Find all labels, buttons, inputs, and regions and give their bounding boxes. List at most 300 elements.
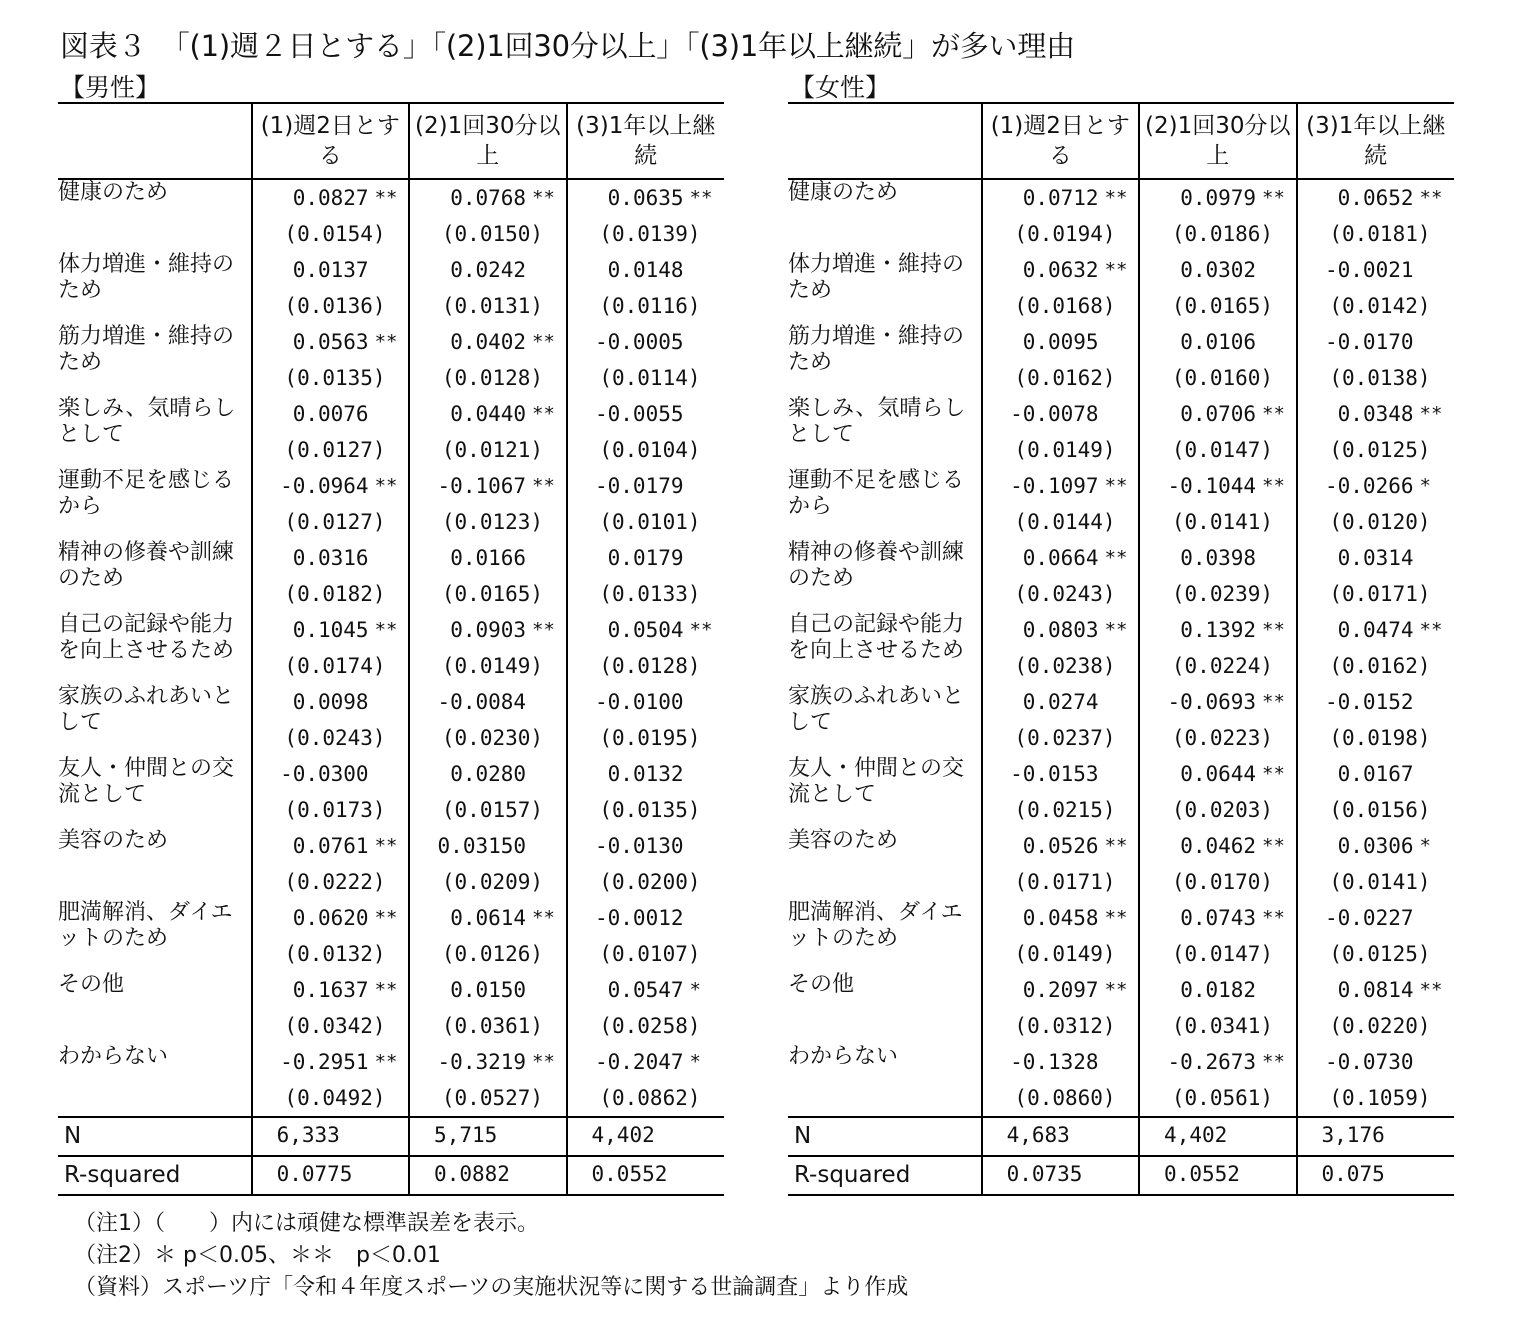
coefficient-cell [982,684,1139,720]
coefficient-value: 0.0098 [292,690,369,714]
coefficient-row [788,540,1454,576]
standard-error-cell [567,216,724,252]
significance-mark: ** [1104,619,1128,641]
coefficient-wrapper [568,396,724,432]
coefficient-wrapper [410,1044,565,1080]
coefficient-wrapper [253,540,408,576]
coefficient-wrapper [410,828,565,864]
standard-error-cell [252,288,409,324]
significance-mark: ** [689,187,713,209]
standard-error-cell [409,1008,566,1044]
coefficient-wrapper [410,396,565,432]
male-panel-label: 【男性】 [60,73,161,102]
stat-value: 0.0775 [276,1162,353,1186]
standard-error-cell [252,576,409,612]
standard-error-value: (0.0104) [599,438,701,462]
coefficient-cell [409,612,566,648]
stat-value: 5,715 [434,1123,498,1147]
standard-error-cell [252,792,409,828]
coefficient-cell [252,900,409,936]
coefficient-wrapper [1140,468,1295,504]
coefficient-value: 0.1392 [1180,618,1257,642]
coefficient-value: -0.0300 [280,762,369,786]
coefficient-wrapper [253,684,408,720]
coefficient-value: 0.0761 [292,834,369,858]
stat-value: 0.075 [1321,1162,1385,1186]
coefficient-row [58,756,724,792]
coefficient-wrapper [410,900,565,936]
standard-error-value: (0.0120) [1329,510,1431,534]
standard-error-cell [567,720,724,756]
coefficient-cell [409,396,566,432]
coefficient-wrapper [983,468,1138,504]
header-row [788,103,1454,179]
coefficient-cell [252,828,409,864]
significance-mark: ** [1104,475,1128,497]
coefficient-cell [1139,684,1296,720]
standard-error-cell [567,1080,724,1117]
standard-error-cell [1139,504,1296,540]
coefficient-cell [252,612,409,648]
coefficient-wrapper [1140,900,1295,936]
coefficient-value: 0.0827 [292,186,369,210]
coefficient-cell [1139,252,1296,288]
significance-mark: ** [1104,835,1128,857]
standard-error-cell [567,1008,724,1044]
standard-error-cell [252,432,409,468]
standard-error-value: (0.0186) [1171,222,1274,246]
row-label: 家族のふれあいとして [58,684,235,735]
standard-error-value: (0.0160) [1171,366,1274,390]
female-regression-table [788,102,1454,1196]
row-label: 家族のふれあいとして [788,684,965,735]
stat-value: 0.0882 [434,1162,510,1186]
coefficient-cell [982,179,1139,216]
standard-error-value: (0.0128) [599,654,701,678]
coefficient-cell [1139,324,1296,360]
stat-cell [409,1117,566,1156]
significance-mark [526,756,562,792]
standard-error-value: (0.0195) [599,726,701,750]
standard-error-cell [409,504,566,540]
standard-error-cell [409,288,566,324]
coefficient-wrapper [1298,180,1454,216]
coefficient-row [58,396,724,432]
coefficient-row [58,324,724,360]
coefficient-value: -0.0078 [1010,402,1099,426]
standard-error-value: (0.0171) [1014,870,1116,894]
coefficient-value: 0.0526 [1022,834,1099,858]
standard-error-value: (0.0150) [441,222,544,246]
coefficient-value: 0.0274 [1022,690,1099,714]
standard-error-value: (0.0341) [1171,1014,1274,1038]
standard-error-cell [1139,432,1296,468]
coefficient-row [58,468,724,504]
standard-error-cell [982,360,1139,396]
coefficient-value: 0.0563 [292,330,369,354]
coefficient-value: -0.0964 [280,474,369,498]
row-label: 自己の記録や能力を向上させるため [58,612,235,663]
significance-mark [1256,324,1292,360]
stat-row [788,1117,1454,1156]
standard-error-cell [1139,720,1296,756]
coefficient-value: -0.0021 [1325,258,1414,282]
coefficient-wrapper [1140,324,1295,360]
coefficient-wrapper [1298,612,1454,648]
standard-error-value: (0.0243) [1014,582,1116,606]
coefficient-wrapper [568,468,724,504]
standard-error-value: (0.0135) [284,366,386,390]
coefficient-row [58,972,724,1008]
significance-mark: ** [1262,907,1285,929]
stat-cell [567,1117,724,1156]
standard-error-value: (0.0135) [599,798,701,822]
coefficient-value: -0.1067 [437,474,527,498]
coefficient-cell [982,252,1139,288]
coefficient-row [788,900,1454,936]
stat-cell [252,1156,409,1195]
significance-mark: ** [1262,475,1285,497]
standard-error-value: (0.0154) [284,222,386,246]
coefficient-wrapper [1298,540,1454,576]
stat-label: R-squared [788,1156,982,1195]
standard-error-cell [982,648,1139,684]
coefficient-value: 0.0314 [1337,546,1414,570]
coefficient-cell [409,828,566,864]
standard-error-cell [1297,504,1454,540]
coefficient-cell [409,900,566,936]
coefficient-wrapper [1140,252,1295,288]
significance-mark [1414,1044,1450,1080]
coefficient-row [58,179,724,216]
coefficient-value: -0.0005 [595,330,684,354]
standard-error-value: (0.0144) [1014,510,1116,534]
standard-error-value: (0.0862) [599,1086,701,1110]
coefficient-wrapper [983,1044,1138,1080]
male-regression-table [58,102,724,1196]
standard-error-value: (0.0127) [284,510,386,534]
coefficient-wrapper [410,972,565,1008]
standard-error-value: (0.0141) [1171,510,1274,534]
coefficient-value: -0.0693 [1167,690,1257,714]
coefficient-row [58,612,724,648]
coefficient-wrapper [253,756,408,792]
coefficient-cell [252,324,409,360]
row-label: 楽しみ、気晴らしとして [788,396,966,447]
significance-mark [369,756,405,792]
standard-error-value: (0.0194) [1014,222,1116,246]
significance-mark: ** [374,979,398,1001]
significance-mark [684,468,720,504]
standard-error-cell [252,648,409,684]
coefficient-wrapper [1298,396,1454,432]
standard-error-value: (0.0238) [1014,654,1116,678]
coefficient-value: 0.0664 [1022,546,1099,570]
significance-mark: ** [1262,1051,1285,1073]
coefficient-wrapper [568,612,724,648]
coefficient-wrapper [253,972,408,1008]
row-label: 健康のため [58,180,169,205]
coefficient-wrapper [253,180,408,216]
coefficient-row [58,684,724,720]
significance-mark [1414,252,1450,288]
standard-error-value: (0.0162) [1329,654,1431,678]
significance-mark: ** [689,619,713,641]
coefficient-wrapper [568,756,724,792]
row-label: わからない [788,1044,899,1069]
coefficient-value: -0.0170 [1325,330,1414,354]
standard-error-value: (0.0198) [1329,726,1431,750]
standard-error-cell [1139,864,1296,900]
standard-error-cell [982,1080,1139,1117]
stat-label: N [58,1117,252,1156]
significance-mark: ** [374,187,398,209]
standard-error-value: (0.0203) [1171,798,1274,822]
coefficient-wrapper [410,324,565,360]
coefficient-cell [1297,756,1454,792]
significance-mark [526,252,562,288]
coefficient-cell [252,540,409,576]
stat-value: 4,402 [591,1123,655,1147]
standard-error-cell [1297,576,1454,612]
standard-error-cell [252,1008,409,1044]
standard-error-value: (0.0125) [1329,942,1431,966]
standard-error-cell [982,216,1139,252]
coefficient-cell [252,1044,409,1080]
significance-mark: ** [374,331,398,353]
standard-error-value: (0.0156) [1329,798,1431,822]
coefficient-value: -0.0153 [1010,762,1099,786]
standard-error-value: (0.0223) [1171,726,1274,750]
coefficient-value: 0.0132 [607,762,684,786]
standard-error-value: (0.0139) [599,222,701,246]
significance-mark: ** [374,619,398,641]
coefficient-cell [409,1044,566,1080]
standard-error-value: (0.0132) [284,942,386,966]
coefficient-wrapper [1140,612,1295,648]
coefficient-cell [252,468,409,504]
significance-mark: ** [1104,979,1128,1001]
standard-error-value: (0.0258) [599,1014,701,1038]
coefficient-cell [567,179,724,216]
coefficient-value: -0.0084 [437,690,527,714]
significance-mark [369,540,405,576]
coefficient-cell [252,756,409,792]
coefficient-cell [1139,612,1296,648]
coefficient-value: 0.0632 [1022,258,1099,282]
coefficient-cell [252,396,409,432]
coefficient-wrapper [1140,828,1295,864]
row-label: 筋力増進・維持のため [788,324,965,375]
coefficient-wrapper [1298,972,1454,1008]
standard-error-cell [1139,936,1296,972]
header-row [58,103,724,179]
coefficient-value: 0.0137 [292,258,369,282]
significance-mark [684,828,720,864]
standard-error-cell [409,864,566,900]
coefficient-value: 0.0458 [1022,906,1099,930]
row-label: わからない [58,1044,169,1069]
coefficient-value: 0.0179 [607,546,684,570]
coefficient-row [788,684,1454,720]
stat-cell [1139,1117,1296,1156]
row-label: 楽しみ、気晴らしとして [58,396,236,447]
coefficient-wrapper [568,180,724,216]
coefficient-cell [1139,468,1296,504]
coefficient-value: -0.0730 [1325,1050,1414,1074]
significance-mark [1099,684,1135,720]
coefficient-wrapper [1298,900,1454,936]
coefficient-cell [982,900,1139,936]
coefficient-cell [1297,179,1454,216]
standard-error-cell [1139,576,1296,612]
coefficient-row [58,900,724,936]
coefficient-wrapper [253,1044,408,1080]
coefficient-wrapper [253,900,408,936]
coefficient-cell [567,900,724,936]
coefficient-cell [982,468,1139,504]
significance-mark [526,828,562,864]
significance-mark: * [1419,835,1431,857]
coefficient-wrapper [983,396,1138,432]
coefficient-row [58,828,724,864]
coefficient-wrapper [1298,324,1454,360]
coefficient-cell [1139,756,1296,792]
significance-mark [684,684,720,720]
coefficient-cell [982,1044,1139,1080]
standard-error-cell [1297,720,1454,756]
standard-error-value: (0.0147) [1171,438,1274,462]
standard-error-cell [1297,1080,1454,1117]
standard-error-cell [567,792,724,828]
standard-error-value: (0.0125) [1329,438,1431,462]
standard-error-cell [567,864,724,900]
coefficient-cell [1139,179,1296,216]
standard-error-value: (0.0222) [284,870,386,894]
significance-mark [369,684,405,720]
coefficient-wrapper [568,540,724,576]
standard-error-value: (0.0147) [1171,942,1274,966]
standard-error-value: (0.0170) [1171,870,1274,894]
row-label: 体力増進・維持のため [788,252,965,303]
coefficient-cell [567,684,724,720]
significance-mark [1256,972,1292,1008]
coefficient-value: 0.0462 [1180,834,1257,858]
standard-error-value: (0.0243) [284,726,386,750]
coefficient-cell [567,540,724,576]
coefficient-cell [567,252,724,288]
coefficient-cell [1139,540,1296,576]
significance-mark: ** [1262,619,1285,641]
row-label: 運動不足を感じるから [58,468,235,519]
standard-error-cell [567,288,724,324]
coefficient-value: 0.1045 [292,618,369,642]
significance-mark [1256,252,1292,288]
coefficient-cell [252,252,409,288]
standard-error-cell [409,360,566,396]
stat-row [58,1117,724,1156]
significance-mark [369,396,405,432]
standard-error-value: (0.0209) [441,870,544,894]
coefficient-wrapper [568,972,724,1008]
standard-error-cell [567,432,724,468]
coefficient-value: -0.2047 [595,1050,684,1074]
coefficient-wrapper [983,972,1138,1008]
standard-error-cell [409,432,566,468]
standard-error-value: (0.0561) [1171,1086,1274,1110]
standard-error-cell [1297,864,1454,900]
standard-error-cell [1139,1008,1296,1044]
significance-mark: ** [532,907,555,929]
coefficient-wrapper [568,324,724,360]
coefficient-cell [409,684,566,720]
coefficient-cell [1139,1044,1296,1080]
coefficient-value: 0.0150 [450,978,527,1002]
significance-mark [684,396,720,432]
coefficient-value: 0.0644 [1180,762,1257,786]
coefficient-value: 0.0242 [450,258,527,282]
coefficient-row [788,468,1454,504]
header-corner [58,103,252,179]
coefficient-row [788,612,1454,648]
coefficient-row [58,1044,724,1080]
standard-error-cell [1297,648,1454,684]
coefficient-wrapper [983,684,1138,720]
coefficient-cell [982,612,1139,648]
coefficient-value: 0.0547 [607,978,684,1002]
coefficient-cell [1297,972,1454,1008]
column-header: (3)1年以上継続 [567,103,724,179]
standard-error-value: (0.0860) [1014,1086,1116,1110]
standard-error-cell [982,936,1139,972]
coefficient-wrapper [1298,828,1454,864]
stat-value: 0.0735 [1006,1162,1083,1186]
coefficient-wrapper [568,684,724,720]
significance-mark [526,972,562,1008]
standard-error-value: (0.0492) [284,1086,386,1110]
coefficient-wrapper [568,1044,724,1080]
standard-error-cell [982,720,1139,756]
coefficient-cell [567,828,724,864]
significance-mark: ** [1262,835,1285,857]
standard-error-value: (0.0121) [441,438,544,462]
coefficient-wrapper [410,540,565,576]
coefficient-value: 0.0182 [1180,978,1257,1002]
significance-mark [526,684,562,720]
standard-error-cell [1297,360,1454,396]
coefficient-cell [1297,684,1454,720]
standard-error-value: (0.0126) [441,942,544,966]
coefficient-cell [567,972,724,1008]
coefficient-cell [982,972,1139,1008]
standard-error-value: (0.0168) [1014,294,1116,318]
coefficient-value: -0.0152 [1325,690,1414,714]
coefficient-row [788,828,1454,864]
significance-mark [684,252,720,288]
standard-error-value: (0.0149) [1014,942,1116,966]
standard-error-value: (0.0173) [284,798,386,822]
row-label: 友人・仲間との交流として [788,756,965,807]
significance-mark: ** [1104,547,1128,569]
coefficient-wrapper [253,396,408,432]
coefficient-cell [409,972,566,1008]
standard-error-value: (0.0131) [441,294,544,318]
standard-error-cell [567,576,724,612]
coefficient-wrapper [1298,252,1454,288]
standard-error-cell [1297,936,1454,972]
standard-error-cell [409,216,566,252]
coefficient-value: -0.0055 [595,402,684,426]
